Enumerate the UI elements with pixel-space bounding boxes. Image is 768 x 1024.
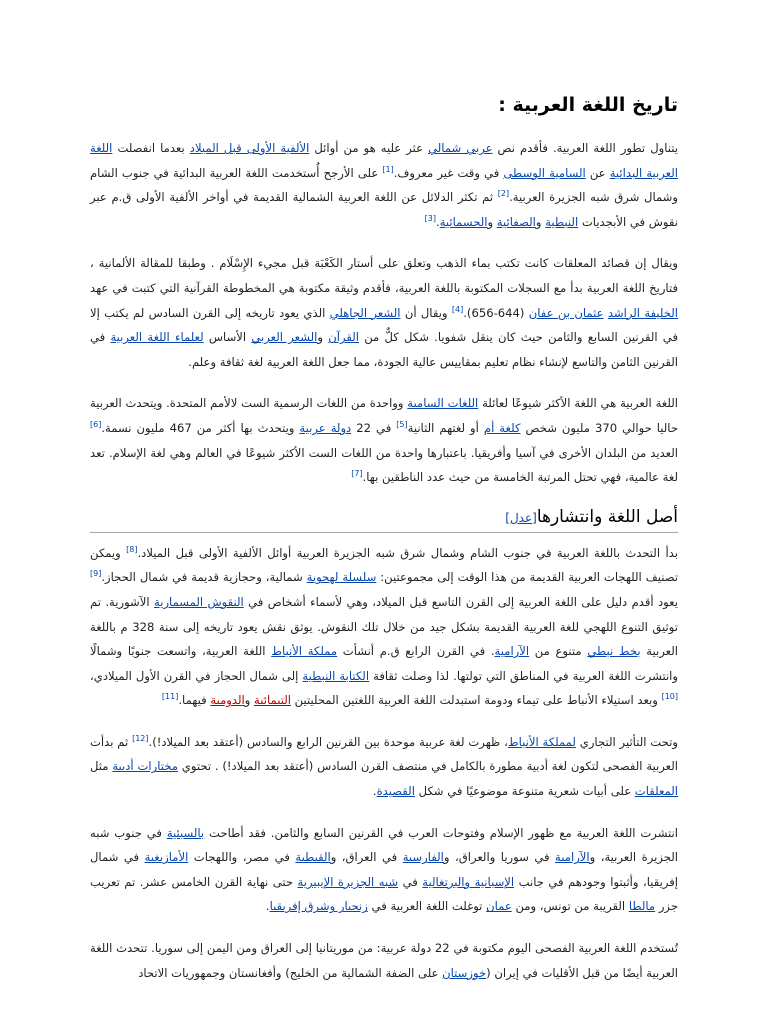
link-rashidun-caliph[interactable]: الخليفة الراشد (607, 305, 678, 320)
text: أو لغتهم الثانية (407, 420, 484, 435)
text: اللغة العربية هي اللغة الأكثر شيوعًا لعائلة (478, 396, 678, 411)
link-iberian-peninsula[interactable]: شبه الجزيرة الإيبيرية (297, 874, 399, 889)
text: اللغة العربية، واتسعت جنوبًا وشمالًا وانتشرت اللغة العربية في المناطق التي تولتها. لذا وصلت ثقافة (90, 644, 678, 683)
text: حتى نهاية القرن الخامس عشر. تم تعريب جزر (90, 874, 678, 914)
text: و (487, 214, 497, 229)
edit-section-button[interactable]: عدل (509, 510, 533, 525)
paragraph-intro (90, 136, 678, 234)
reference-link[interactable]: [7] (351, 469, 363, 479)
page-title: تاريخ اللغة العربية : (498, 94, 678, 116)
link-nabataean-kingdom[interactable]: لمملكة الأنباط (507, 734, 576, 749)
text: في العراق، و (330, 850, 403, 865)
text: على أبيات شعرية متنوعة موضوعيًا في شكل (414, 784, 635, 799)
text: . (265, 899, 270, 914)
link-hismaic[interactable]: الحسمائية (439, 214, 488, 229)
reference-link[interactable]: [6] (90, 420, 102, 430)
text: إلى شمال الحجاز في القرن الأول الميلادي، (90, 668, 303, 683)
text: انتشرت اللغة العربية مع ظهور الإسلام وفتوحات العرب في القرنين السابع والثامن. فقد أطاحت (204, 825, 678, 840)
reference-link[interactable]: [11] (161, 692, 179, 702)
paragraph-muallaqat (90, 251, 678, 374)
text: متنوع من (529, 644, 588, 659)
text: . في القرن الرابع ق.م أنشأت (337, 644, 495, 659)
link-aramaic[interactable]: الآرامية (494, 644, 530, 659)
paragraph-today (90, 936, 678, 985)
link-mother-tongue[interactable]: كلغة أم (483, 420, 521, 435)
text: على الأرجح أُستخدمت اللغة العربية البدائية في جنوب الشام وشمال شرق شبه الجزيرة العربية. (90, 165, 678, 205)
text: في جنوب شبه الجزيرة العربية، و (90, 825, 678, 865)
link-arab-state[interactable]: دولة عربية (299, 420, 352, 435)
link-arabic-poetry[interactable]: الشعر العربي (251, 330, 318, 345)
paragraph-origins (90, 541, 678, 713)
text: تُستخدم اللغة العربية الفصحى اليوم مكتوبة في 22 دولة عربية: من موريتانيا إلى العراق ومن اليمن إلى سوريا. تتحدث اللغة العربية أيضًا من قبل الأقليات في إيران ( (90, 941, 678, 980)
text: و (317, 330, 329, 345)
link-arabic-linguists[interactable]: لعلماء اللغة العربية (110, 330, 204, 345)
text: على الضفة الشمالية من الخليج) وأفغانستان وجمهوريات الاتحاد (138, 965, 443, 980)
text: الآشورية. تم توثيق التنوع اللهجي للغة العربية القديمة بشكل جيد من خلال تلك النقوش. يوثق نقش يعود تاريخه إلى سنة 328 م باللغة العربية (90, 594, 678, 659)
reference-link[interactable]: [10] (661, 692, 678, 702)
text: ويقال إن قصائد المعلقات كانت تكتب بماء الذهب وتعلق على أستار الكَعْبَة قبل مجيء الإِسْلَام . وطبقا للمقالة الألمانية ، فتاريخ اللغة العربية بدأ مع السجلات المكتوبة باللغة العربية، فأقدم وثيقة مكتوبة هي المخطوطة القرآنية التي كتبت في عهد (90, 256, 678, 295)
reference-link[interactable]: [5] (396, 420, 408, 430)
link-sabaic[interactable]: بالسبئية (166, 825, 205, 840)
link-first-millennium-bc[interactable]: الألفية الأولى قبل الميلاد (189, 141, 310, 155)
link-north-arabic[interactable]: عربي شمالي (428, 141, 493, 155)
text: ويتحدث بها أكثر من 467 مليون نسمة. (101, 420, 300, 435)
text: في مصر، واللهجات (188, 850, 296, 865)
text: و (535, 214, 546, 229)
link-zanzibar-east-africa[interactable]: زنجبار وشرق إفريقيا (269, 899, 368, 914)
link-safaitic[interactable]: الصفائية (496, 214, 536, 229)
edit-section-link (505, 511, 537, 525)
link-central-semitic[interactable]: السامية الوسطى (503, 165, 586, 180)
reference-link[interactable]: [4] (451, 304, 464, 314)
paragraph-spread (90, 821, 678, 919)
text: وبعد استيلاء الأنباط على تيماء ودومة استبدلت اللغة العربية اللغتين المحليتين (290, 693, 662, 708)
link-taymanitic-missing[interactable]: التيمائية (254, 693, 291, 708)
reference-link[interactable]: [8] (126, 544, 138, 554)
text: في 22 (351, 420, 397, 435)
link-anthologies[interactable]: مختارات أدبية (112, 759, 178, 774)
edit-bracket: [ (532, 510, 537, 525)
text: في سوريا والعراق، و (443, 850, 556, 865)
paragraph-speakers (90, 391, 678, 489)
link-quran[interactable]: القرآن (328, 330, 359, 345)
link-berber[interactable]: الأمازيغية (144, 850, 189, 865)
text: الأساس (203, 330, 252, 345)
text: وواحدة من اللغات الرسمية الست لالأمم المتحدة. ويتحدث العربية حاليا حوالي 370 مليون شخص (90, 396, 679, 435)
text: و (244, 693, 255, 708)
link-proto-arabic[interactable]: اللغة العربية البدائية (90, 141, 679, 180)
reference-link[interactable]: [3] (424, 213, 436, 223)
link-muallaqat[interactable]: المعلقات (634, 784, 678, 799)
text: وتحت التأثير التجاري (575, 734, 678, 749)
text: ويمكن تصنيف اللهجات العربية القديمة من هذا الوقت إلى مجموعتين: (90, 545, 678, 585)
article-content (90, 82, 678, 1002)
text: ، ظهرت لغة عربية موحدة بين القرنين الرابع والسادس (أعتقد بعد الميلاد!). (148, 734, 508, 749)
link-qasida[interactable]: القصيدة (376, 784, 415, 799)
section-heading-origin (90, 507, 678, 533)
text: توغلت اللغة العربية في (367, 899, 487, 914)
text: (644-656). (463, 305, 529, 320)
text: مثل (90, 759, 113, 774)
text: فيهما. (178, 693, 211, 708)
reference-link[interactable]: [12] (132, 734, 149, 744)
text: ثم بدأت العربية الفصحى لتكون لغة أدبية مطورة بالكامل في منتصف القرن السادس (أعتقد بعد الميلاد!) . تحتوي (90, 734, 678, 774)
text: في شمال إفريقيا، وأثبتوا وجودهم في جانب (90, 850, 678, 889)
text: ويقال أن (400, 305, 452, 320)
link-coptic[interactable]: القبطية (295, 850, 331, 865)
text: ثم تكثر الدلائل عن اللغة العربية الشمالية القديمة في أواخر الألفية الأولى ق.م عبر نقوش في الأبجديات (90, 190, 678, 229)
text: يعود أقدم دليل على اللغة العربية إلى القرن التاسع قبل الميلاد، وهي لأسماء أشخاص في (243, 594, 678, 609)
link-nabataean-kingdom[interactable]: مملكة الأنباط (271, 644, 338, 659)
text: عثر عليه هو من أوائل (309, 141, 429, 155)
paragraph-classical (90, 730, 678, 804)
link-uthman[interactable]: عثمان بن عفان (528, 305, 604, 320)
link-dialect-continuum[interactable]: سلسلة لهجوية (306, 570, 377, 585)
link-semitic-languages[interactable]: اللغات السامية (407, 396, 479, 411)
text: في القرنين الثامن والتاسع لإنشاء نظام تعليم بمقاييس عالية الجودة، مما جعل اللغة العربية لغة ثقافة وعلم. (90, 330, 678, 369)
reference-link[interactable]: [9] (90, 569, 102, 579)
link-persian[interactable]: الفارسية (402, 850, 444, 865)
text: في وقت غير معروف. (393, 165, 504, 180)
text: . (436, 214, 440, 229)
link-dumaitic-missing[interactable]: الدومية (210, 693, 245, 708)
link-aramaic[interactable]: الآرامية (555, 850, 590, 865)
reference-link[interactable]: [1] (382, 164, 394, 174)
text: شمالية، وحجازية قديمة في شمال الحجاز. (101, 570, 307, 585)
text: بدأ التحدث باللغة العربية في جنوب الشام وشمال شرق شبه الجزيرة العربية أوائل الألفية الأولى قبل الميلاد. (137, 545, 678, 560)
text: الذي يعود تاريخه إلى القرن السادس لم يكتب إلا في القرنين السابع والثامن حيث كان ينقل شفويا. شكل كلٌّ من (90, 305, 679, 345)
text: العديد من البلدان الأخرى في آسيا وأفريقيا. باعتبارها واحدة من اللغات الست الأكثر شيوعًا في العالم وهي لغة الإسلام. تعد لغة عالمية، فهي تحتل المرتبة الخامسة من حيث عدد الناطقين بها. (90, 445, 678, 485)
link-spanish-portuguese[interactable]: الإسبانية والبرتغالية (422, 874, 515, 889)
link-malta[interactable]: مالطا (628, 899, 656, 914)
text: القريبة من تونس، ومن (511, 899, 629, 914)
edit-bracket: ] (505, 510, 510, 525)
section-heading-text: أصل اللغة وانتشارها (536, 506, 678, 527)
text: عن (585, 165, 610, 180)
text: . (372, 784, 377, 799)
link-jahili-poetry[interactable]: الشعر الجاهلي (329, 305, 401, 320)
link-nabataean-writing[interactable]: الكتابة النبطية (302, 668, 370, 683)
link-oman[interactable]: عمان (486, 899, 512, 914)
text: في (398, 874, 423, 889)
link-nabataean[interactable]: النبطية (545, 214, 579, 229)
text: يتناول تطور اللغة العربية. فأقدم نص (492, 141, 678, 155)
text: بعدما انفصلت (112, 141, 190, 155)
link-nabataean-script[interactable]: بخط نبطي (587, 644, 641, 659)
link-khuzestan[interactable]: خوزستان (442, 965, 487, 980)
reference-link[interactable]: [2] (497, 189, 510, 199)
link-cuneiform-inscriptions[interactable]: النقوش المسمارية (154, 594, 244, 609)
